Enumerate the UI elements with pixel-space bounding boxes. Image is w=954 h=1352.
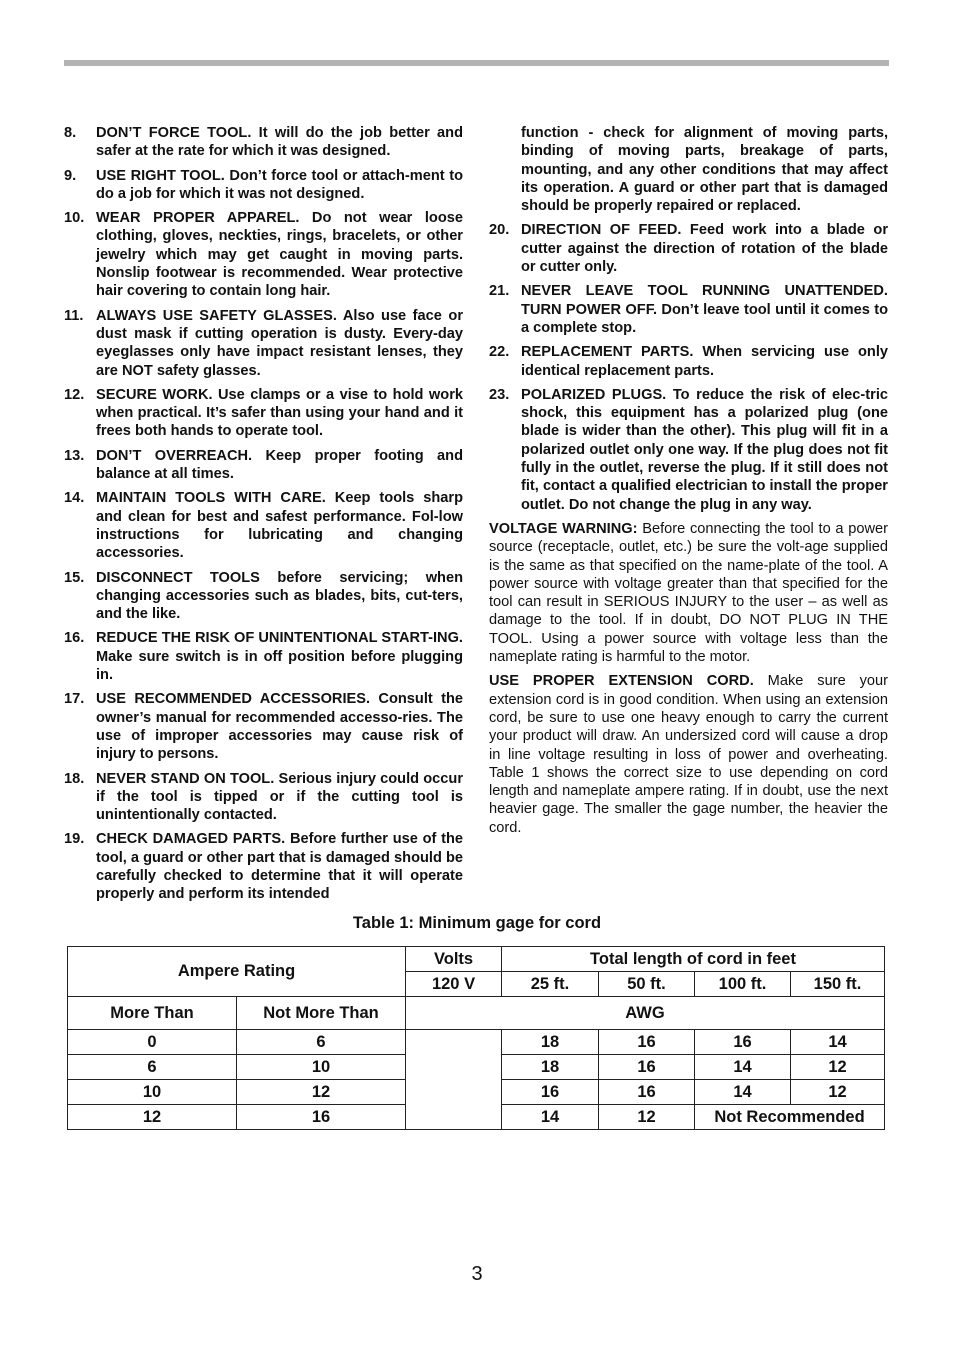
ampere-rating-header: Ampere Rating: [68, 947, 406, 997]
length-header: 25 ft.: [502, 972, 599, 997]
length-header: 100 ft.: [695, 972, 791, 997]
list-item: 15. DISCONNECT TOOLS before servicing; when changing accessories such as blades, bits, cut-ters, and the like.: [64, 569, 463, 623]
list-item: 10. WEAR PROPER APPAREL. Do not wear loose clothing, gloves, neckties, rings, bracelets, or other jewelry which may get caught in moving parts. Nonslip footwear is recommended. Wear protective hair covering to contain long hair.: [64, 210, 463, 300]
table-cell: 18: [502, 1055, 599, 1080]
list-item: 12. SECURE WORK. Use clamps or a vise to hold work when practical. It’s safer than using your hand and it frees both hands to operate tool.: [64, 386, 463, 440]
header-rule: [64, 60, 889, 66]
table-cell: 12: [791, 1080, 885, 1105]
voltage-warning-paragraph: [489, 520, 888, 666]
table-cell: 0: [68, 1030, 237, 1055]
list-item: 19. CHECK DAMAGED PARTS. Before further use of the tool, a guard or other part that is damaged should be carefully checked to determine that it will operate properly and perform its intended: [64, 831, 463, 903]
table-cell: 10: [68, 1080, 237, 1105]
extension-cord-paragraph: [489, 672, 888, 837]
list-item: 11. ALWAYS USE SAFETY GLASSES. Also use face or dust mask if cutting operation is dusty. Every-day eyeglasses only have impact resistant lenses, they are NOT safety glasses.: [64, 307, 463, 379]
list-item: 23. POLARIZED PLUGS. To reduce the risk of elec-tric shock, this equipment has a polarized plug (one blade is wider than the other). This plug will fit in a polarized outlet only one way. If the plug does not fit fully in the outlet, reverse the plug. If it still does not fit, contact a qualified electrician to install the proper outlet. Do not change the plug in any way.: [489, 386, 888, 513]
extension-cord-lead: USE PROPER EXTENSION CORD.: [489, 673, 754, 690]
volts-header: Volts: [406, 947, 502, 972]
table-cell: 16: [599, 1030, 695, 1055]
table-cell: 16: [599, 1055, 695, 1080]
list-item: 21. NEVER LEAVE TOOL RUNNING UNATTENDED. TURN POWER OFF. Don’t leave tool until it comes to a complete stop.: [489, 283, 888, 336]
table-cell: 14: [695, 1080, 791, 1105]
not-more-than-header: Not More Than: [237, 997, 406, 1030]
table-cell: 14: [502, 1105, 599, 1130]
list-item: 16. REDUCE THE RISK OF UNINTENTIONAL START-ING. Make sure switch is in off position before plugging in.: [64, 630, 463, 684]
table-cell: 10: [237, 1055, 406, 1080]
list-item: 17. USE RECOMMENDED ACCESSORIES. Consult the owner’s manual for recommended accesso-ries. The use of improper accessories may cause risk of injury to persons.: [64, 691, 463, 763]
table-cell: 14: [791, 1030, 885, 1055]
left-column: [64, 124, 463, 910]
table-cell: 6: [68, 1055, 237, 1080]
table-cell: 6: [237, 1030, 406, 1055]
voltage-value: 120 V: [406, 972, 502, 997]
table-row: [68, 1030, 885, 1055]
length-header: 50 ft.: [599, 972, 695, 997]
table-cell: 12: [599, 1105, 695, 1130]
cord-gage-table: [67, 946, 885, 1130]
awg-header: AWG: [406, 997, 885, 1030]
page-number: 3: [471, 1263, 483, 1285]
voltage-warning-lead: VOLTAGE WARNING:: [489, 520, 638, 537]
table-title: Table 1: Minimum gage for cord: [352, 914, 602, 932]
blank-volts-cell: [406, 1030, 502, 1130]
list-item: 20. DIRECTION OF FEED. Feed work into a blade or cutter against the direction of rotation of the blade or cutter only.: [489, 222, 888, 276]
list-item: 14. MAINTAIN TOOLS WITH CARE. Keep tools sharp and clean for best and safest performance. Fol-low instructions for lubricating and changing accessories.: [64, 490, 463, 562]
table-cell: 14: [695, 1055, 791, 1080]
table-cell: 16: [502, 1080, 599, 1105]
length-header: 150 ft.: [791, 972, 885, 997]
extension-cord-body: Make sure your extension cord is in good condition. When using an extension cord, be sure to use one heavy enough to carry the current your product will draw. An undersized cord will cause a drop in line voltage resulting in loss of power and overheating. Table 1 shows the correct size to use depending on cord length and nameplate ampere rating. If in doubt, use the next heavier gage. The smaller the gage number, the heavier the cord.: [489, 673, 888, 836]
table-cell: 16: [237, 1105, 406, 1130]
not-recommended-cell: Not Recommended: [695, 1105, 885, 1130]
list-item: 9. USE RIGHT TOOL. Don’t force tool or attach-ment to do a job for which it was not designed.: [64, 167, 463, 202]
table-cell: 12: [68, 1105, 237, 1130]
list-item-continuation: function - check for alignment of moving parts, binding of moving parts, breakage of parts, mounting, and any other conditions that may affect its operation. A guard or other part that is damaged should be properly repaired or replaced.: [521, 125, 888, 215]
table-cell: 16: [599, 1080, 695, 1105]
table-cell: 12: [791, 1055, 885, 1080]
table-cell: 12: [237, 1080, 406, 1105]
total-length-header: Total length of cord in feet: [502, 947, 885, 972]
voltage-warning-body: Before connecting the tool to a power source (receptacle, outlet, etc.) be sure the volt-age supplied is the same as that specified on the name-plate of the tool. A power source with voltage greater than that specified for the tool can result in SERIOUS INJURY to the user – as well as damage to the tool. If in doubt, DO NOT PLUG IN THE TOOL. Using a power source with voltage less than the nameplate rating is harmful to the motor.: [489, 520, 888, 666]
more-than-header: More Than: [68, 997, 237, 1030]
list-item: 22. REPLACEMENT PARTS. When servicing use only identical replacement parts.: [489, 344, 888, 379]
right-column: [489, 124, 888, 843]
table-cell: 18: [502, 1030, 599, 1055]
list-item: 18. NEVER STAND ON TOOL. Serious injury could occur if the tool is tipped or if the cutting tool is unintentionally contacted.: [64, 770, 463, 824]
list-item: 13. DON’T OVERREACH. Keep proper footing and balance at all times.: [64, 447, 463, 483]
table-cell: 16: [695, 1030, 791, 1055]
list-item: 8. DON’T FORCE TOOL. It will do the job better and safer at the rate for which it was designed.: [64, 125, 463, 160]
